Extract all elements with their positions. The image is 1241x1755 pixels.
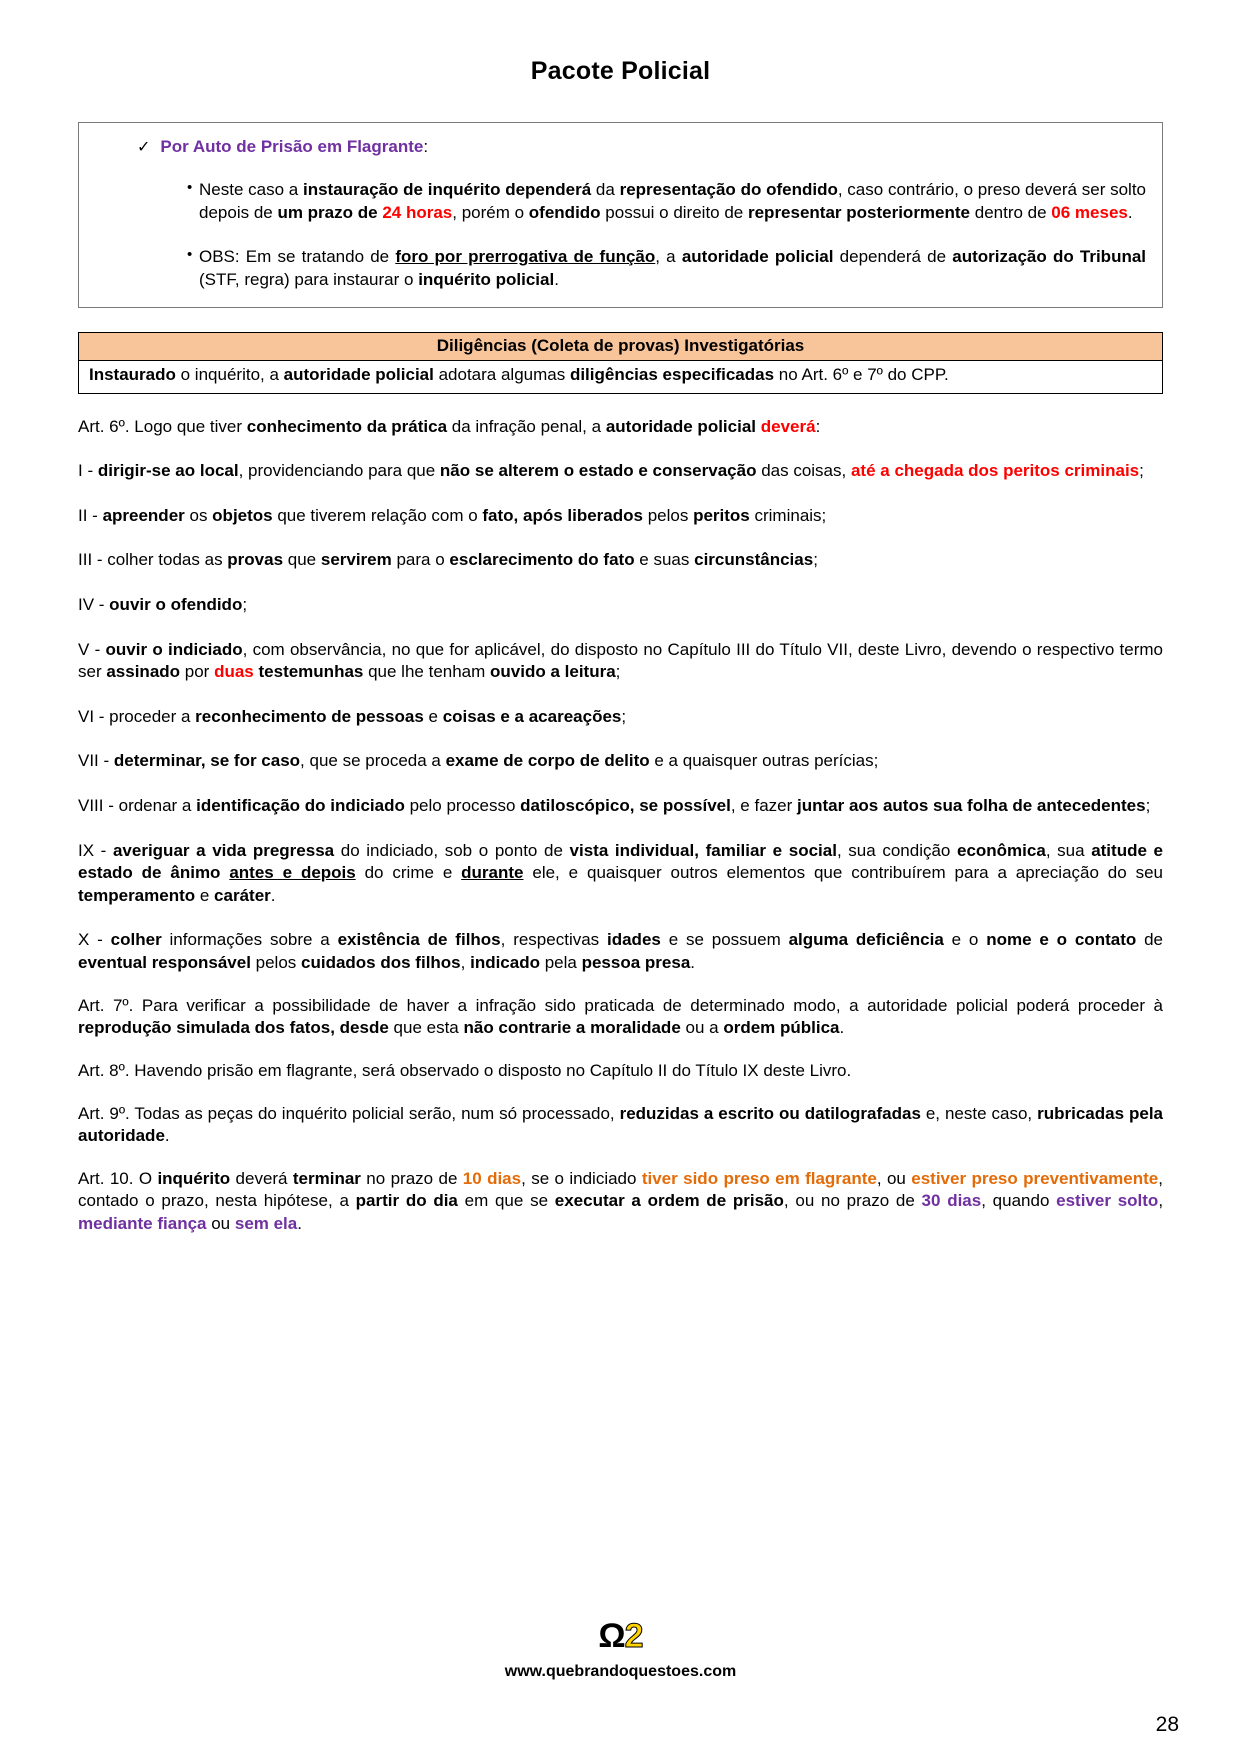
text-run: e se possuem bbox=[660, 930, 789, 950]
text-run: possui o direito de bbox=[600, 202, 748, 222]
logo-two: 2 bbox=[624, 1617, 643, 1655]
text-run: ; bbox=[621, 706, 627, 726]
text-run: dirigir-se ao local bbox=[97, 461, 239, 481]
paragraph-art-9 bbox=[78, 1103, 1163, 1148]
check-mark-icon: ✓ bbox=[137, 139, 151, 156]
text-run: ; bbox=[1145, 796, 1151, 816]
text-run: existência de filhos bbox=[337, 930, 501, 950]
text-run: não se alterem o estado e conservação bbox=[439, 461, 757, 481]
text-run: atitude e estado de ânimo bbox=[78, 840, 1163, 883]
text-run: Art. 10. O bbox=[78, 1168, 158, 1188]
text-run: : bbox=[815, 416, 821, 436]
text-run: , sua condição bbox=[836, 840, 957, 860]
page-footer bbox=[0, 1619, 1241, 1681]
text-run: I - bbox=[78, 461, 98, 481]
text-run: indicado bbox=[470, 953, 540, 973]
text-run: estiver preso preventivamente bbox=[911, 1168, 1159, 1188]
text-run: no Art. 6º e 7º do CPP. bbox=[774, 365, 949, 385]
text-run: deverá bbox=[230, 1168, 293, 1188]
text-run: alguma deficiência bbox=[788, 930, 944, 950]
text-run: Neste caso a bbox=[199, 180, 303, 199]
text-run: Instaurado bbox=[89, 365, 176, 385]
text-run: . bbox=[1127, 202, 1133, 222]
text-run: , ou bbox=[876, 1168, 912, 1188]
text-run: , se o indiciado bbox=[521, 1168, 642, 1188]
paragraph-art-6-inciso-vi bbox=[78, 706, 1163, 729]
text-run: autoridade policial bbox=[283, 365, 434, 385]
text-run: e, neste caso, bbox=[920, 1103, 1038, 1123]
text-run: ; bbox=[813, 550, 818, 570]
text-run: fato, após liberados bbox=[482, 505, 643, 525]
text-run: , respectivas bbox=[500, 930, 607, 950]
text-run: autoridade policial bbox=[605, 416, 757, 436]
text-run: , porém o bbox=[452, 202, 529, 222]
flagrante-heading-text: Por Auto de Prisão em Flagrante bbox=[160, 137, 424, 156]
text-run: e o bbox=[943, 930, 987, 950]
text-run: averiguar a vida pregressa bbox=[112, 840, 335, 860]
paragraph-art-6-caput bbox=[78, 416, 1163, 439]
paragraph-art-6-inciso-v bbox=[78, 639, 1163, 684]
text-run: circunstâncias bbox=[694, 550, 814, 570]
text-run: no prazo de bbox=[360, 1168, 463, 1188]
text-run: Art. 6º. Logo que tiver bbox=[78, 416, 247, 436]
text-run: que tiverem relação com o bbox=[272, 505, 483, 525]
flagrante-heading bbox=[160, 137, 428, 157]
flagrante-heading-row bbox=[137, 137, 1146, 157]
text-run: peritos bbox=[693, 505, 750, 525]
text-run: autorização do Tribunal bbox=[952, 247, 1147, 267]
text-run: sem ela bbox=[234, 1213, 298, 1233]
text-run: pelo processo bbox=[404, 796, 521, 816]
paragraph-art-6-inciso-viii bbox=[78, 795, 1163, 818]
text-run: , contado o prazo, nesta hipótese, a bbox=[78, 1168, 1163, 1211]
text-run: temperamento bbox=[78, 885, 196, 905]
text-run: por bbox=[180, 662, 215, 682]
text-run: . bbox=[690, 953, 696, 973]
text-run: objetos bbox=[212, 505, 273, 525]
text-run: estiver solto bbox=[1056, 1191, 1159, 1211]
text-run: reduzidas a escrito ou datilografadas bbox=[619, 1103, 921, 1123]
paragraph-art-7 bbox=[78, 995, 1163, 1040]
text-run: , a bbox=[655, 247, 682, 267]
text-run: terminar bbox=[292, 1168, 361, 1188]
text-run: pela bbox=[540, 953, 582, 973]
text-run: ; bbox=[1139, 461, 1144, 481]
text-run: , providenciando para que bbox=[238, 461, 440, 481]
text-run: dependerá de bbox=[833, 247, 953, 267]
website-url: www.quebrandoquestoes.com bbox=[504, 1663, 737, 1680]
text-run: 06 meses bbox=[1051, 202, 1128, 222]
text-run: e a quaisquer outras perícias; bbox=[649, 751, 879, 771]
text-run: Art. 9º. Todas as peças do inquérito policial serão, num só processado, bbox=[78, 1103, 620, 1123]
text-run: instauração de inquérito dependerá bbox=[303, 180, 592, 199]
text-run: informações sobre a bbox=[161, 930, 338, 950]
text-run: antes e depois bbox=[229, 863, 356, 883]
text-run: assinado bbox=[106, 662, 181, 682]
flagrante-heading-suffix: : bbox=[423, 137, 429, 156]
text-run: VIII - ordenar a bbox=[78, 796, 197, 816]
text-run: os bbox=[184, 505, 213, 525]
text-run: e suas bbox=[634, 550, 695, 570]
text-run: X - bbox=[78, 930, 111, 950]
text-run: durante bbox=[461, 863, 524, 883]
text-run: um prazo de bbox=[277, 202, 383, 222]
paragraph-art-10 bbox=[78, 1168, 1163, 1236]
text-run: pessoa presa bbox=[581, 953, 691, 973]
text-run: inquérito bbox=[157, 1168, 231, 1188]
text-run: rubricadas pela autoridade bbox=[78, 1103, 1164, 1146]
text-run: dentro de bbox=[970, 202, 1052, 222]
text-run: coisas e a acareações bbox=[442, 706, 622, 726]
text-run: identificação do indiciado bbox=[196, 796, 405, 816]
text-run: reconhecimento de pessoas bbox=[195, 706, 424, 726]
text-run: V - bbox=[78, 639, 106, 659]
omega-icon: Ω bbox=[598, 1617, 625, 1655]
text-run: IX - bbox=[78, 840, 113, 860]
text-run: econômica bbox=[957, 840, 1046, 860]
text-run: , com observância, no que for aplicável, do disposto no Capítulo III do Título VII, deste Livro, devendo o respectivo termo ser bbox=[78, 639, 1163, 682]
text-run: ele, e quaisquer outros elementos que contribuírem para a apreciação do seu bbox=[523, 863, 1163, 883]
paragraph-art-6-inciso-iii bbox=[78, 549, 1163, 572]
text-run: exame de corpo de delito bbox=[445, 751, 650, 771]
text-run: ; bbox=[242, 594, 248, 614]
text-run: e bbox=[423, 706, 443, 726]
text-run: das coisas, bbox=[756, 461, 851, 481]
brand-logo bbox=[0, 1619, 1241, 1653]
text-run: , caso contrário, o preso deverá ser solto depois de bbox=[199, 180, 1147, 222]
flagrante-bullet-list bbox=[95, 179, 1146, 291]
text-run: VII - bbox=[78, 751, 114, 771]
text-run: caráter bbox=[214, 885, 271, 905]
text-run: do crime e bbox=[355, 863, 462, 883]
text-run: ouvido a leitura bbox=[490, 662, 616, 682]
text-run: II - bbox=[78, 505, 103, 525]
text-run: em que se bbox=[457, 1191, 555, 1211]
text-run: datiloscópico, se possível bbox=[520, 796, 731, 816]
text-run: deverá bbox=[760, 416, 816, 436]
text-run: Art. 8º. Havendo prisão em flagrante, será observado o disposto no Capítulo II do Título IX deste Livro. bbox=[78, 1060, 852, 1080]
text-run: , bbox=[1158, 1191, 1164, 1211]
text-run: , bbox=[460, 953, 471, 973]
text-run: tiver sido preso em flagrante bbox=[641, 1168, 877, 1188]
text-run: Art. 7º. Para verificar a possibilidade de haver a infração sido praticada de determinado modo, a autoridade policial poderá proceder à bbox=[78, 995, 1163, 1015]
text-run: ouvir o indiciado bbox=[105, 639, 243, 659]
text-run: e bbox=[195, 885, 215, 905]
text-run: VI - proceder a bbox=[78, 706, 196, 726]
text-run: ; bbox=[615, 662, 621, 682]
text-run: ou bbox=[206, 1213, 235, 1233]
text-run: reprodução simulada dos fatos, desde bbox=[78, 1018, 389, 1038]
text-run: . bbox=[554, 269, 559, 289]
paragraph-art-6-inciso-x bbox=[78, 929, 1163, 974]
page-number: 28 bbox=[1155, 1713, 1179, 1736]
text-run: colher bbox=[110, 930, 162, 950]
text-run: . bbox=[297, 1213, 302, 1233]
text-run: diligências especificadas bbox=[569, 365, 775, 385]
text-run: que lhe tenham bbox=[363, 662, 491, 682]
text-run: vista individual, familiar e social bbox=[569, 840, 837, 860]
text-run: 30 dias bbox=[921, 1191, 982, 1211]
text-run: idades bbox=[607, 930, 661, 950]
text-run: adotara algumas bbox=[433, 365, 570, 385]
list-item bbox=[95, 179, 1146, 224]
text-run: executar a ordem de prisão bbox=[554, 1191, 784, 1211]
text-run: o inquérito, a bbox=[175, 365, 284, 385]
text-run: 10 dias bbox=[462, 1168, 522, 1188]
text-run: inquérito policial bbox=[418, 269, 555, 289]
text-run: da bbox=[591, 180, 620, 199]
text-run: mediante fiança bbox=[78, 1213, 207, 1233]
document-content bbox=[78, 120, 1163, 1236]
text-run: ou a bbox=[680, 1018, 724, 1038]
text-run: representação do ofendido bbox=[619, 180, 838, 199]
text-run: OBS: Em se tratando de bbox=[199, 247, 396, 267]
page-title: Pacote Policial bbox=[530, 57, 711, 85]
text-run: IV - bbox=[78, 594, 110, 614]
text-run: servirem bbox=[320, 550, 392, 570]
text-run: criminais; bbox=[749, 505, 827, 525]
text-run: provas bbox=[227, 550, 284, 570]
text-run: foro por prerrogativa de função bbox=[395, 247, 656, 267]
text-run: , que se proceda a bbox=[300, 751, 446, 771]
diligencias-table-body bbox=[79, 361, 1162, 392]
text-run: testemunhas bbox=[258, 662, 364, 682]
text-run: conhecimento da prática bbox=[246, 416, 448, 436]
text-run: do indiciado, sob o ponto de bbox=[334, 840, 570, 860]
paragraph-art-6-inciso-ii bbox=[78, 505, 1163, 528]
text-run: pelos bbox=[250, 953, 302, 973]
text-run: pelos bbox=[642, 505, 694, 525]
text-run: duas bbox=[214, 662, 254, 682]
text-run: , quando bbox=[981, 1191, 1057, 1211]
text-run: autoridade policial bbox=[681, 247, 834, 267]
diligencias-table bbox=[78, 332, 1163, 393]
text-run: não contrarie a moralidade bbox=[463, 1018, 681, 1038]
text-run: (STF, regra) para instaurar o bbox=[199, 269, 419, 289]
paragraph-art-6-inciso-vii bbox=[78, 750, 1163, 773]
paragraph-art-8 bbox=[78, 1060, 1163, 1083]
text-run: nome e o contato bbox=[986, 930, 1137, 950]
text-run: cuidados dos filhos bbox=[301, 953, 461, 973]
text-run: esclarecimento do fato bbox=[449, 550, 635, 570]
text-run: , ou no prazo de bbox=[783, 1191, 922, 1211]
text-run: apreender bbox=[102, 505, 185, 525]
text-run: III - colher todas as bbox=[78, 550, 228, 570]
paragraph-art-6-inciso-i bbox=[78, 460, 1163, 483]
text-run: , sua bbox=[1045, 840, 1092, 860]
list-item bbox=[95, 246, 1146, 291]
text-run: ouvir o ofendido bbox=[109, 594, 243, 614]
paragraph-art-6-inciso-ix bbox=[78, 840, 1163, 908]
text-run: partir do dia bbox=[355, 1191, 458, 1211]
text-run: que bbox=[283, 550, 321, 570]
text-run: , e fazer bbox=[730, 796, 797, 816]
text-run: ordem pública bbox=[723, 1018, 840, 1038]
text-run: . bbox=[164, 1126, 170, 1146]
text-run: . bbox=[839, 1018, 845, 1038]
diligencias-table-header: Diligências (Coleta de provas) Investigatórias bbox=[79, 333, 1162, 361]
text-run: determinar, se for caso bbox=[113, 751, 301, 771]
text-run: 24 horas bbox=[382, 202, 453, 222]
text-run: representar posteriormente bbox=[747, 202, 971, 222]
text-run: de bbox=[1136, 930, 1163, 950]
text-run: eventual responsável bbox=[78, 953, 251, 973]
text-run: até a chegada dos peritos criminais bbox=[850, 461, 1140, 481]
paragraph-art-6-inciso-iv bbox=[78, 594, 1163, 617]
text-run: da infração penal, a bbox=[447, 416, 606, 436]
text-run: que esta bbox=[388, 1018, 464, 1038]
text-run: para o bbox=[391, 550, 450, 570]
text-run: . bbox=[270, 885, 276, 905]
flagrante-box bbox=[78, 122, 1163, 308]
text-run: ofendido bbox=[528, 202, 601, 222]
text-run: juntar aos autos sua folha de antecedentes bbox=[797, 796, 1146, 816]
